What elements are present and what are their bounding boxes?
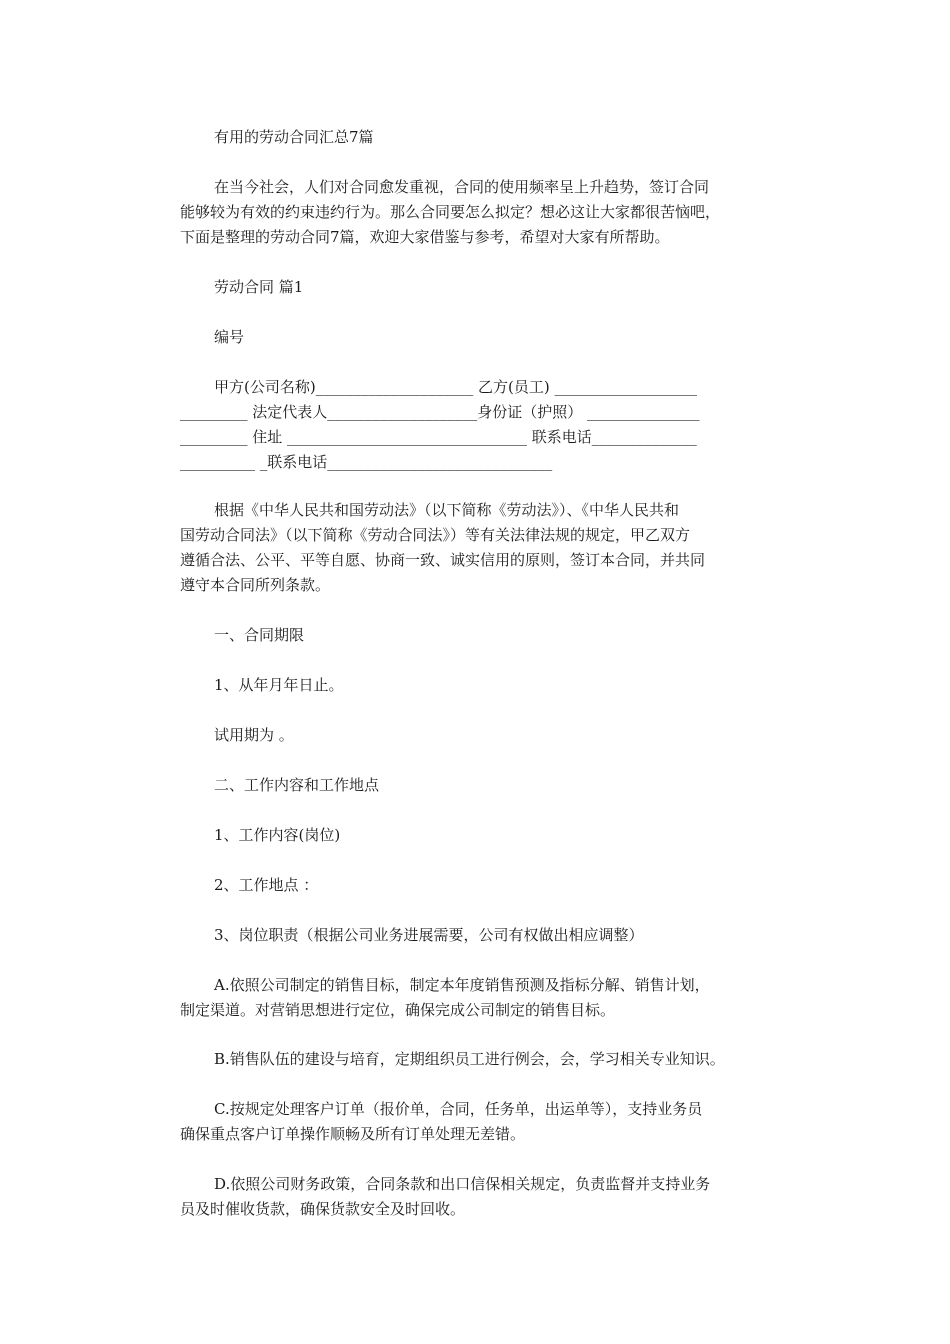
basis-line: 遵守本合同所列条款。 bbox=[180, 576, 331, 594]
intro-line: 下面是整理的劳动合同7篇，欢迎大家借鉴与参考，希望对大家有所帮助。 bbox=[180, 228, 670, 246]
clause2-item3 bbox=[180, 923, 780, 948]
clause-item-text: 试用期为 。 bbox=[214, 726, 294, 744]
duty-b-paragraph bbox=[180, 1047, 780, 1072]
basis-line: 遵循合法、公平、平等自愿、协商一致、诚实信用的原则，签订本合同，并共同 bbox=[180, 551, 706, 569]
form-line: _________ 住址 ________________________________ 联系电话______________ bbox=[180, 428, 697, 446]
form-line: __________ _联系电话______________________________ bbox=[180, 453, 553, 471]
duty-a-paragraph bbox=[180, 973, 780, 1023]
intro-line: 能够较为有效的约束违约行为。那么合同要怎么拟定？想必这让大家都很苦恼吧， bbox=[180, 203, 721, 221]
clause-item-text: 1、工作内容(岗位) bbox=[214, 826, 341, 844]
clause2-item2 bbox=[180, 873, 780, 898]
clause-title-text: 二、工作内容和工作地点 bbox=[214, 776, 380, 794]
document-title bbox=[180, 125, 780, 150]
party-form bbox=[180, 375, 780, 475]
clause-item-text: 3、岗位职责（根据公司业务进展需要，公司有权做出相应调整） bbox=[214, 926, 644, 944]
title-text: 有用的劳动合同汇总7篇 bbox=[214, 128, 374, 146]
duty-line: B.销售队伍的建设与培育，定期组织员工进行例会，会，学习相关专业知识。 bbox=[214, 1050, 725, 1068]
number-label bbox=[180, 325, 780, 350]
intro-paragraph bbox=[180, 175, 780, 250]
section-heading bbox=[180, 275, 780, 300]
form-line: 甲方(公司名称)_____________________ 乙方(员工) ___________________ bbox=[214, 378, 697, 396]
clause1-title bbox=[180, 623, 780, 648]
duty-line: D.依照公司财务政策，合同条款和出口信保相关规定，负责监督并支持业务 bbox=[214, 1175, 711, 1193]
duty-line: A.依照公司制定的销售目标，制定本年度销售预测及指标分解、销售计划， bbox=[214, 976, 710, 994]
duty-c-paragraph bbox=[180, 1097, 780, 1147]
duty-line: 确保重点客户订单操作顺畅及所有订单处理无差错。 bbox=[180, 1125, 526, 1143]
duty-line: 员及时催收货款，确保货款安全及时回收。 bbox=[180, 1200, 466, 1218]
clause-item-text: 2、工作地点 ： bbox=[214, 876, 319, 894]
clause2-title bbox=[180, 773, 780, 798]
intro-line: 在当今社会，人们对合同愈发重视，合同的使用频率呈上升趋势，签订合同 bbox=[214, 178, 710, 196]
clause1-probation bbox=[180, 723, 780, 748]
clause-title-text: 一、合同期限 bbox=[214, 626, 305, 644]
number-label-text: 编号 bbox=[214, 328, 245, 346]
clause1-item1 bbox=[180, 673, 780, 698]
duty-line: C.按规定处理客户订单（报价单，合同，任务单，出运单等），支持业务员 bbox=[214, 1100, 703, 1118]
clause-item-text: 1、从年月年日止。 bbox=[214, 676, 344, 694]
basis-line: 国劳动合同法》（以下简称《劳动合同法》）等有关法律法规的规定，甲乙双方 bbox=[180, 526, 691, 544]
duty-d-paragraph bbox=[180, 1172, 780, 1222]
clause2-item1 bbox=[180, 823, 780, 848]
basis-paragraph bbox=[180, 498, 780, 598]
section-heading-text: 劳动合同 篇1 bbox=[214, 278, 304, 296]
basis-line: 根据《中华人民共和国劳动法》（以下简称《劳动法》）、《中华人民共和 bbox=[214, 501, 680, 519]
duty-line: 制定渠道。对营销思想进行定位，确保完成公司制定的销售目标。 bbox=[180, 1001, 616, 1019]
form-line: _________ 法定代表人____________________身份证（护照） _______________ bbox=[180, 403, 700, 421]
